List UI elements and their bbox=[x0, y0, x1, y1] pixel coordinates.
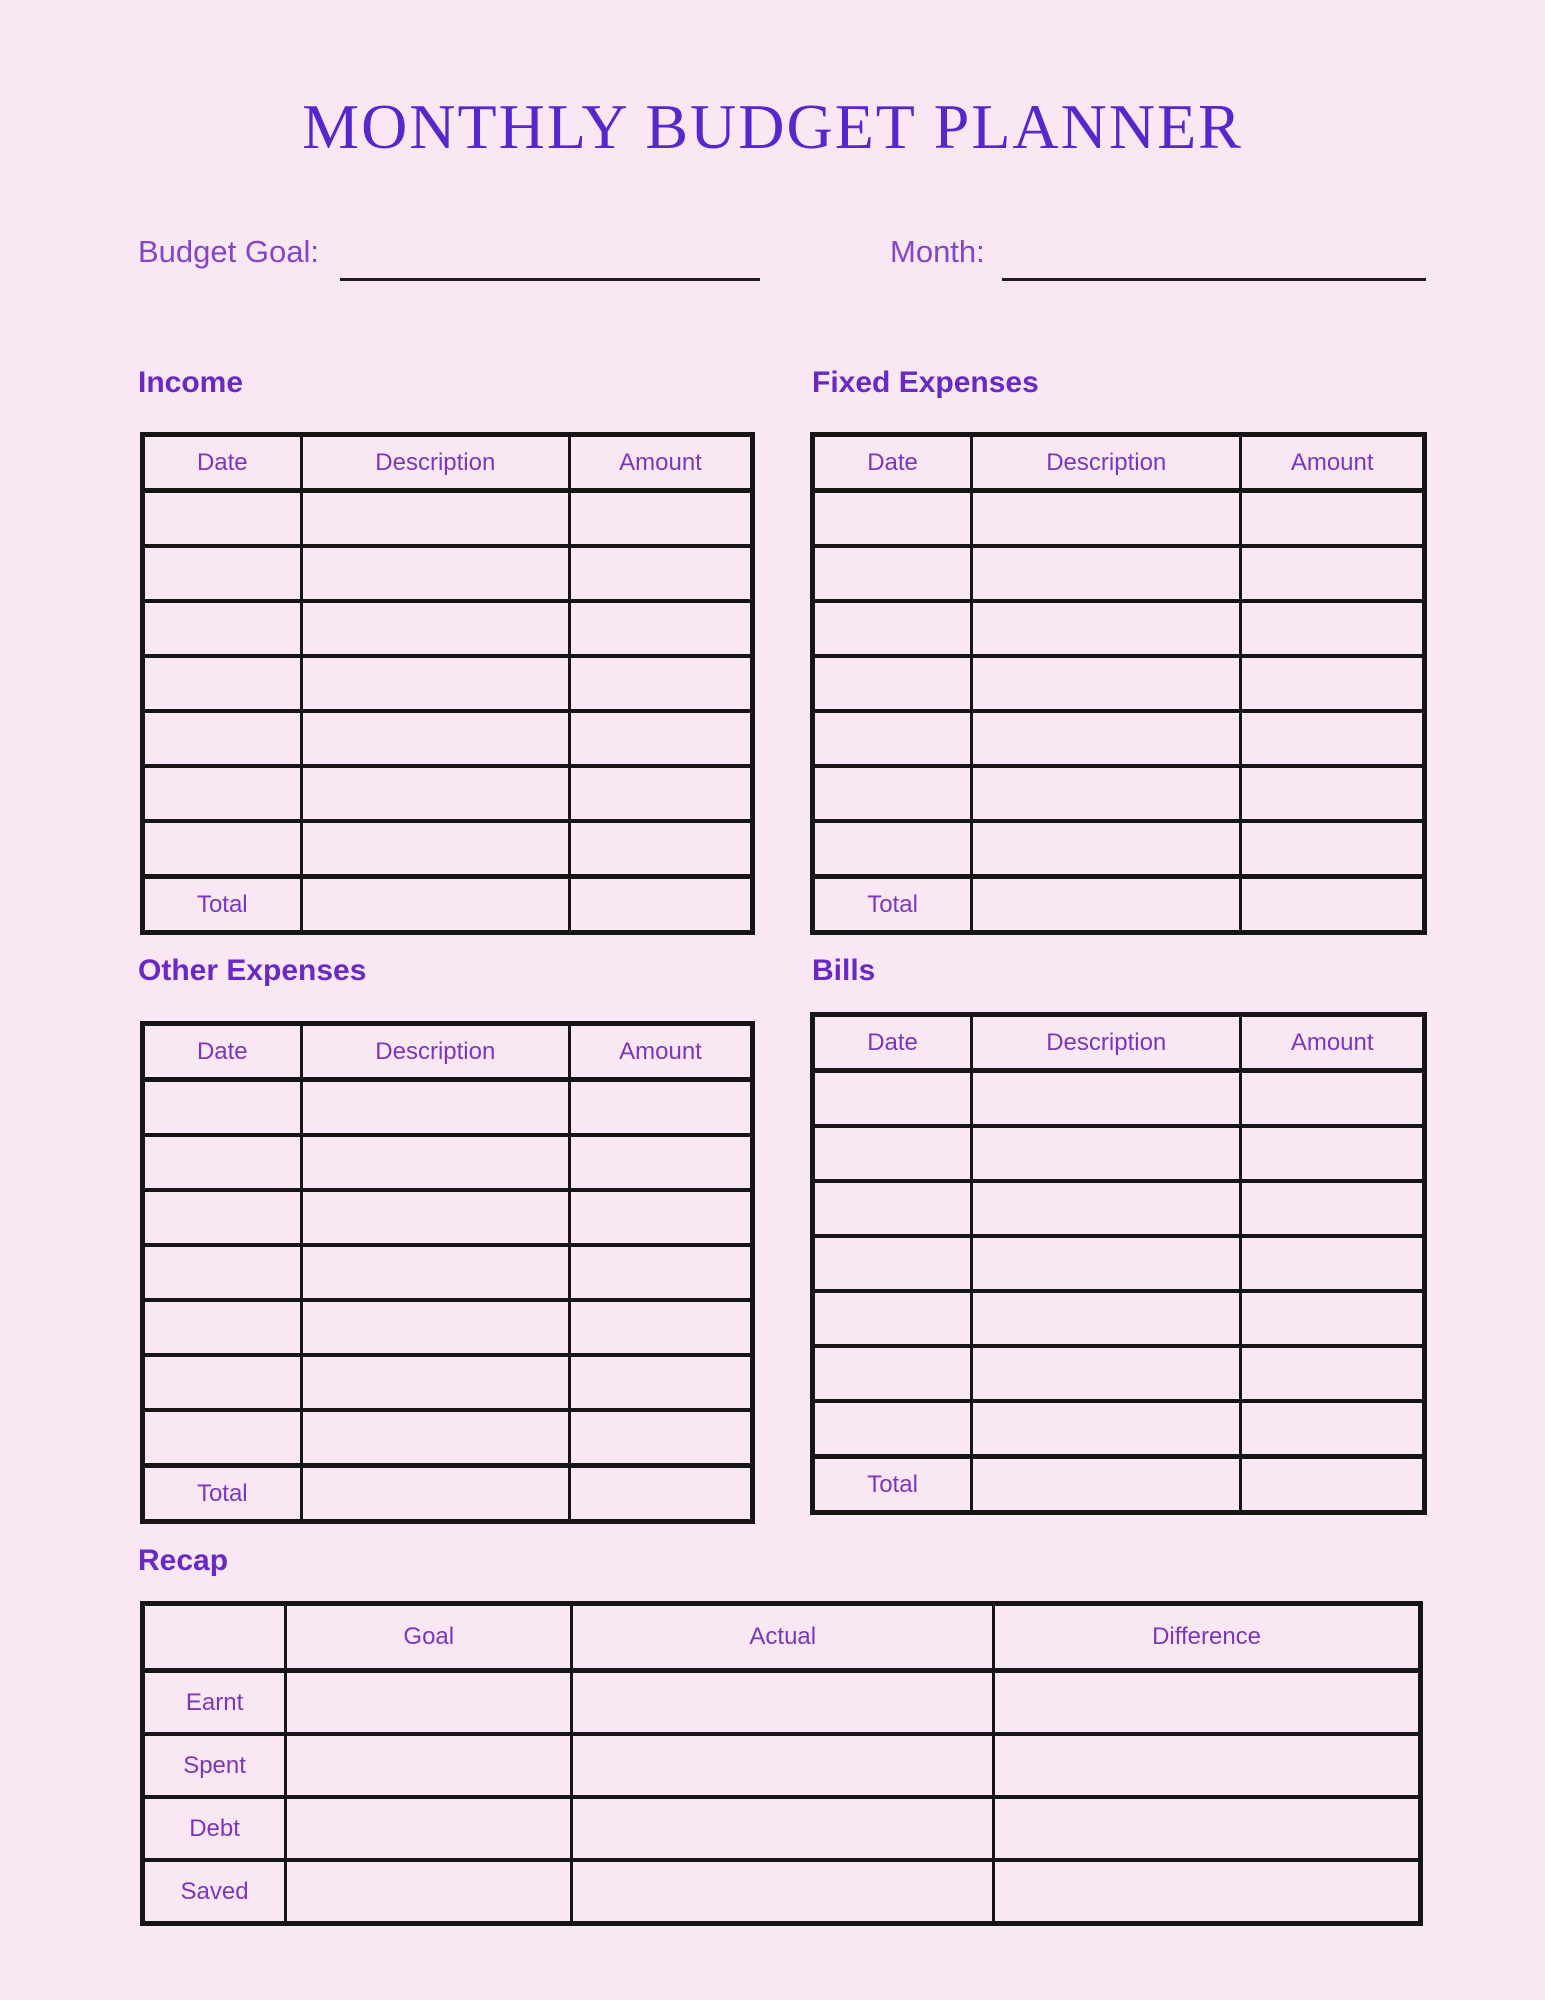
bills-description-cell[interactable] bbox=[972, 1346, 1241, 1401]
other-expenses-amount-cell[interactable] bbox=[569, 1080, 752, 1136]
budget-goal-input-line[interactable] bbox=[340, 278, 760, 281]
income-amount-cell[interactable] bbox=[569, 491, 752, 547]
recap-earnt-label: Earnt bbox=[143, 1671, 286, 1735]
other-expenses-amount-cell[interactable] bbox=[569, 1410, 752, 1466]
other-expenses-table bbox=[140, 1021, 755, 1524]
other-expenses-description-cell[interactable] bbox=[301, 1245, 569, 1300]
recap-earnt-actual-cell[interactable] bbox=[572, 1671, 994, 1735]
bills-entry-row bbox=[813, 1236, 1425, 1291]
income-entry-row bbox=[143, 711, 753, 766]
bills-col-header-description: Description bbox=[972, 1015, 1241, 1071]
fixed-expenses-amount-cell[interactable] bbox=[1241, 656, 1425, 711]
other-expenses-description-cell[interactable] bbox=[301, 1190, 569, 1245]
other-expenses-entry-row bbox=[143, 1190, 753, 1245]
recap-debt-row bbox=[143, 1797, 1421, 1860]
bills-amount-cell[interactable] bbox=[1241, 1181, 1425, 1236]
fixed-expenses-date-cell[interactable] bbox=[813, 491, 972, 547]
income-table bbox=[140, 432, 755, 935]
recap-earnt-row bbox=[143, 1671, 1421, 1735]
recap-saved-difference-cell[interactable] bbox=[994, 1860, 1421, 1924]
recap-col-header-actual: Actual bbox=[572, 1604, 994, 1671]
other-expenses-date-cell[interactable] bbox=[143, 1080, 302, 1136]
fixed-expenses-amount-cell[interactable] bbox=[1241, 766, 1425, 821]
other-expenses-entry-row bbox=[143, 1300, 753, 1355]
recap-earnt-difference-cell[interactable] bbox=[994, 1671, 1421, 1735]
fixed-expenses-description-cell[interactable] bbox=[972, 546, 1241, 601]
fixed-expenses-amount-cell[interactable] bbox=[1241, 546, 1425, 601]
income-date-cell[interactable] bbox=[143, 601, 302, 656]
fixed-expenses-date-cell[interactable] bbox=[813, 766, 972, 821]
fixed-expenses-date-cell[interactable] bbox=[813, 601, 972, 656]
fixed-expenses-table bbox=[810, 432, 1427, 935]
recap-header-row bbox=[143, 1604, 1421, 1671]
other-expenses-date-cell[interactable] bbox=[143, 1245, 302, 1300]
bills-date-cell[interactable] bbox=[813, 1181, 972, 1236]
income-total-row bbox=[143, 877, 753, 933]
bills-amount-cell[interactable] bbox=[1241, 1236, 1425, 1291]
other-expenses-date-cell[interactable] bbox=[143, 1300, 302, 1355]
fixed-expenses-description-cell[interactable] bbox=[972, 601, 1241, 656]
bills-entry-row bbox=[813, 1181, 1425, 1236]
fixed-expenses-description-cell[interactable] bbox=[972, 491, 1241, 547]
bills-date-cell[interactable] bbox=[813, 1291, 972, 1346]
other-expenses-description-cell[interactable] bbox=[301, 1410, 569, 1466]
bills-date-cell[interactable] bbox=[813, 1126, 972, 1181]
bills-amount-cell[interactable] bbox=[1241, 1346, 1425, 1401]
bills-amount-cell[interactable] bbox=[1241, 1071, 1425, 1127]
fixed-expenses-date-cell[interactable] bbox=[813, 656, 972, 711]
month-input-line[interactable] bbox=[1002, 278, 1426, 281]
income-date-cell[interactable] bbox=[143, 821, 302, 877]
fixed-expenses-col-header-date: Date bbox=[813, 435, 972, 491]
budget-goal-label: Budget Goal: bbox=[138, 234, 319, 269]
fixed-expenses-description-cell[interactable] bbox=[972, 766, 1241, 821]
bills-total-amount-cell[interactable] bbox=[1241, 1457, 1425, 1513]
bills-date-cell[interactable] bbox=[813, 1346, 972, 1401]
recap-saved-label: Saved bbox=[143, 1860, 286, 1924]
fixed-expenses-date-cell[interactable] bbox=[813, 546, 972, 601]
bills-amount-cell[interactable] bbox=[1241, 1126, 1425, 1181]
fixed-expenses-total-row bbox=[813, 877, 1425, 933]
other-expenses-description-cell[interactable] bbox=[301, 1135, 569, 1190]
income-description-cell[interactable] bbox=[301, 546, 569, 601]
fixed-expenses-entry-row bbox=[813, 656, 1425, 711]
income-date-cell[interactable] bbox=[143, 711, 302, 766]
fixed-expenses-entry-row bbox=[813, 601, 1425, 656]
fixed-expenses-amount-cell[interactable] bbox=[1241, 491, 1425, 547]
other-expenses-amount-cell[interactable] bbox=[569, 1300, 752, 1355]
income-description-cell[interactable] bbox=[301, 491, 569, 547]
income-amount-cell[interactable] bbox=[569, 656, 752, 711]
fixed-expenses-entry-row bbox=[813, 711, 1425, 766]
recap-debt-goal-cell[interactable] bbox=[286, 1797, 572, 1860]
other-expenses-header-row bbox=[143, 1024, 753, 1080]
fixed-expenses-section-heading: Fixed Expenses bbox=[812, 366, 1039, 399]
income-col-header-date: Date bbox=[143, 435, 302, 491]
other-expenses-date-cell[interactable] bbox=[143, 1355, 302, 1410]
other-expenses-date-cell[interactable] bbox=[143, 1190, 302, 1245]
bills-entry-row bbox=[813, 1126, 1425, 1181]
income-total-description-cell[interactable] bbox=[301, 877, 569, 933]
income-amount-cell[interactable] bbox=[569, 601, 752, 656]
bills-description-cell[interactable] bbox=[972, 1126, 1241, 1181]
fixed-expenses-amount-cell[interactable] bbox=[1241, 601, 1425, 656]
bills-description-cell[interactable] bbox=[972, 1181, 1241, 1236]
income-entry-row bbox=[143, 821, 753, 877]
income-description-cell[interactable] bbox=[301, 601, 569, 656]
bills-entry-row bbox=[813, 1071, 1425, 1127]
bills-col-header-date: Date bbox=[813, 1015, 972, 1071]
fixed-expenses-description-cell[interactable] bbox=[972, 711, 1241, 766]
bills-description-cell[interactable] bbox=[972, 1291, 1241, 1346]
income-entry-row bbox=[143, 656, 753, 711]
other-expenses-description-cell[interactable] bbox=[301, 1300, 569, 1355]
income-total-label: Total bbox=[143, 877, 302, 933]
recap-table bbox=[140, 1601, 1423, 1926]
fixed-expenses-date-cell[interactable] bbox=[813, 821, 972, 877]
other-expenses-total-amount-cell[interactable] bbox=[569, 1466, 752, 1522]
income-date-cell[interactable] bbox=[143, 491, 302, 547]
other-expenses-description-cell[interactable] bbox=[301, 1080, 569, 1136]
bills-col-header-amount: Amount bbox=[1241, 1015, 1425, 1071]
other-expenses-amount-cell[interactable] bbox=[569, 1245, 752, 1300]
income-amount-cell[interactable] bbox=[569, 766, 752, 821]
other-expenses-total-label: Total bbox=[143, 1466, 302, 1522]
income-description-cell[interactable] bbox=[301, 656, 569, 711]
other-expenses-entry-row bbox=[143, 1410, 753, 1466]
recap-col-header-difference: Difference bbox=[994, 1604, 1421, 1671]
income-amount-cell[interactable] bbox=[569, 711, 752, 766]
bills-amount-cell[interactable] bbox=[1241, 1401, 1425, 1457]
other-expenses-col-header-date: Date bbox=[143, 1024, 302, 1080]
recap-debt-label: Debt bbox=[143, 1797, 286, 1860]
recap-spent-row bbox=[143, 1734, 1421, 1797]
income-date-cell[interactable] bbox=[143, 546, 302, 601]
other-expenses-entry-row bbox=[143, 1080, 753, 1136]
fixed-expenses-entry-row bbox=[813, 491, 1425, 547]
recap-debt-actual-cell[interactable] bbox=[572, 1797, 994, 1860]
income-description-cell[interactable] bbox=[301, 766, 569, 821]
income-entry-row bbox=[143, 546, 753, 601]
bills-date-cell[interactable] bbox=[813, 1236, 972, 1291]
other-expenses-date-cell[interactable] bbox=[143, 1410, 302, 1466]
fixed-expenses-total-amount-cell[interactable] bbox=[1241, 877, 1425, 933]
other-expenses-entry-row bbox=[143, 1135, 753, 1190]
fixed-expenses-entry-row bbox=[813, 766, 1425, 821]
income-entry-row bbox=[143, 766, 753, 821]
bills-table bbox=[810, 1012, 1427, 1515]
other-expenses-amount-cell[interactable] bbox=[569, 1190, 752, 1245]
recap-section-heading: Recap bbox=[138, 1544, 229, 1577]
other-expenses-entry-row bbox=[143, 1355, 753, 1410]
fixed-expenses-total-label: Total bbox=[813, 877, 972, 933]
fixed-expenses-description-cell[interactable] bbox=[972, 656, 1241, 711]
recap-col-header-blank bbox=[143, 1604, 286, 1671]
recap-debt-difference-cell[interactable] bbox=[994, 1797, 1421, 1860]
income-amount-cell[interactable] bbox=[569, 821, 752, 877]
fixed-expenses-amount-cell[interactable] bbox=[1241, 821, 1425, 877]
recap-earnt-goal-cell[interactable] bbox=[286, 1671, 572, 1735]
recap-saved-actual-cell[interactable] bbox=[572, 1860, 994, 1924]
fixed-expenses-header-row bbox=[813, 435, 1425, 491]
bills-entry-row bbox=[813, 1346, 1425, 1401]
income-col-header-amount: Amount bbox=[569, 435, 752, 491]
fixed-expenses-entry-row bbox=[813, 546, 1425, 601]
fixed-expenses-total-description-cell[interactable] bbox=[972, 877, 1241, 933]
income-total-amount-cell[interactable] bbox=[569, 877, 752, 933]
bills-date-cell[interactable] bbox=[813, 1071, 972, 1127]
bills-total-description-cell[interactable] bbox=[972, 1457, 1241, 1513]
income-date-cell[interactable] bbox=[143, 766, 302, 821]
bills-entry-row bbox=[813, 1291, 1425, 1346]
recap-spent-actual-cell[interactable] bbox=[572, 1734, 994, 1797]
recap-spent-goal-cell[interactable] bbox=[286, 1734, 572, 1797]
bills-description-cell[interactable] bbox=[972, 1236, 1241, 1291]
recap-spent-label: Spent bbox=[143, 1734, 286, 1797]
fixed-expenses-description-cell[interactable] bbox=[972, 821, 1241, 877]
other-expenses-total-description-cell[interactable] bbox=[301, 1466, 569, 1522]
fixed-expenses-amount-cell[interactable] bbox=[1241, 711, 1425, 766]
other-expenses-amount-cell[interactable] bbox=[569, 1135, 752, 1190]
month-label: Month: bbox=[890, 234, 985, 269]
other-expenses-description-cell[interactable] bbox=[301, 1355, 569, 1410]
bills-header-row bbox=[813, 1015, 1425, 1071]
bills-entry-row bbox=[813, 1401, 1425, 1457]
bills-total-row bbox=[813, 1457, 1425, 1513]
fixed-expenses-entry-row bbox=[813, 821, 1425, 877]
income-col-header-description: Description bbox=[301, 435, 569, 491]
income-entry-row bbox=[143, 491, 753, 547]
fixed-expenses-col-header-description: Description bbox=[972, 435, 1241, 491]
income-date-cell[interactable] bbox=[143, 656, 302, 711]
recap-col-header-goal: Goal bbox=[286, 1604, 572, 1671]
bills-date-cell[interactable] bbox=[813, 1401, 972, 1457]
bills-amount-cell[interactable] bbox=[1241, 1291, 1425, 1346]
other-expenses-entry-row bbox=[143, 1245, 753, 1300]
other-expenses-date-cell[interactable] bbox=[143, 1135, 302, 1190]
income-entry-row bbox=[143, 601, 753, 656]
other-expenses-col-header-amount: Amount bbox=[569, 1024, 752, 1080]
page-title: MONTHLY BUDGET PLANNER bbox=[302, 91, 1243, 162]
other-expenses-amount-cell[interactable] bbox=[569, 1355, 752, 1410]
other-expenses-total-row bbox=[143, 1466, 753, 1522]
recap-saved-row bbox=[143, 1860, 1421, 1924]
other-expenses-section-heading: Other Expenses bbox=[138, 954, 367, 987]
fixed-expenses-date-cell[interactable] bbox=[813, 711, 972, 766]
income-amount-cell[interactable] bbox=[569, 546, 752, 601]
bills-section-heading: Bills bbox=[812, 954, 876, 987]
income-section-heading: Income bbox=[138, 366, 244, 399]
fixed-expenses-col-header-amount: Amount bbox=[1241, 435, 1425, 491]
income-header-row bbox=[143, 435, 753, 491]
recap-saved-goal-cell[interactable] bbox=[286, 1860, 572, 1924]
income-description-cell[interactable] bbox=[301, 711, 569, 766]
recap-spent-difference-cell[interactable] bbox=[994, 1734, 1421, 1797]
bills-total-label: Total bbox=[813, 1457, 972, 1513]
bills-description-cell[interactable] bbox=[972, 1401, 1241, 1457]
other-expenses-col-header-description: Description bbox=[301, 1024, 569, 1080]
income-description-cell[interactable] bbox=[301, 821, 569, 877]
bills-description-cell[interactable] bbox=[972, 1071, 1241, 1127]
